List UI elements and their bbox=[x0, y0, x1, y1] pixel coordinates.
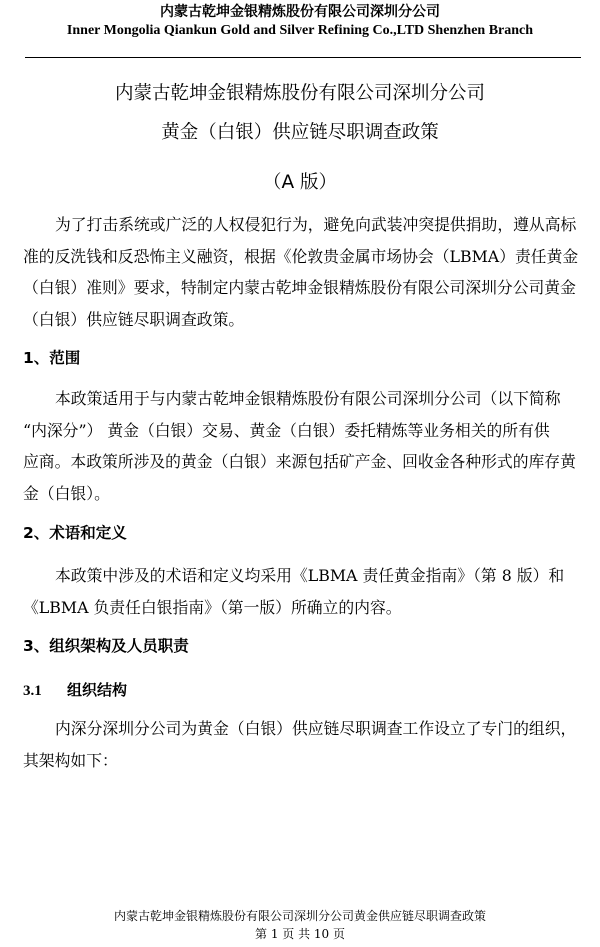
section-1-line: 本政策适用于与内蒙古乾坤金银精炼股份有限公司深圳分公司（以下简称 bbox=[55, 389, 561, 408]
section-1-line: 金（白银）。 bbox=[23, 483, 110, 503]
section-1-line: “内深分”） 黄金（白银）交易、黄金（白银）委托精炼等业务相关的所有供 bbox=[23, 420, 550, 440]
section-2-line: 《LBMA 负责任白银指南》（第一版）所确立的内容。 bbox=[23, 597, 402, 617]
section-1-line: 应商。本政策所涉及的黄金（白银）来源包括矿产金、回收金各种形式的库存黄 bbox=[23, 452, 576, 471]
section-3-line: 内深分深圳分公司为黄金（白银）供应链尽职调查工作设立了专门的组织， bbox=[55, 719, 577, 738]
intro-line: 准的反洗钱和反恐怖主义融资，根据《伦敦贵金属市场协会（LBMA）责任黄金 bbox=[23, 246, 579, 266]
footer-doc-name: 内蒙古乾坤金银精炼股份有限公司深圳分公司黄金供应链尽职调查政策 bbox=[113, 909, 486, 923]
intro-line: （白银）供应链尽职调查政策。 bbox=[23, 309, 245, 329]
doc-title-company: 内蒙古乾坤金银精炼股份有限公司深圳分公司 bbox=[114, 83, 485, 104]
header-company-cn: 内蒙古乾坤金银精炼股份有限公司深圳分公司 bbox=[160, 4, 440, 20]
section-1-heading: 1、范围 bbox=[23, 349, 81, 367]
doc-version: （A 版） bbox=[262, 172, 338, 193]
subsection-title: 组织结构 bbox=[67, 681, 128, 699]
section-2-paragraph bbox=[23, 560, 579, 623]
intro-line: （白银）准则》要求，特制定内蒙古乾坤金银精炼股份有限公司深圳分公司黄金 bbox=[23, 278, 576, 297]
section-3-paragraph bbox=[23, 713, 579, 776]
subsection-number: 3.1 bbox=[23, 683, 42, 699]
section-2-line: 本政策中涉及的术语和定义均采用《LBMA 责任黄金指南》（第 8 版）和 bbox=[55, 566, 565, 585]
section-2-heading: 2、术语和定义 bbox=[23, 524, 127, 542]
section-3-line: 其架构如下： bbox=[23, 750, 118, 770]
section-3-heading: 3、组织架构及人员职责 bbox=[23, 637, 189, 655]
footer-page-info: 第 1 页 共 10 页 bbox=[255, 927, 345, 941]
header-divider bbox=[25, 57, 581, 58]
doc-title-policy: 黄金（白银）供应链尽职调查政策 bbox=[161, 122, 439, 143]
section-1-paragraph bbox=[23, 383, 579, 509]
subsection-3-1-heading bbox=[23, 678, 127, 703]
header-company-en: Inner Mongolia Qiankun Gold and Silver Refining Co.,LTD Shenzhen Branch bbox=[66, 23, 534, 38]
intro-line: 为了打击系统或广泛的人权侵犯行为，避免向武装冲突提供捐助，遵从高标 bbox=[55, 215, 577, 234]
intro-paragraph bbox=[23, 209, 579, 335]
